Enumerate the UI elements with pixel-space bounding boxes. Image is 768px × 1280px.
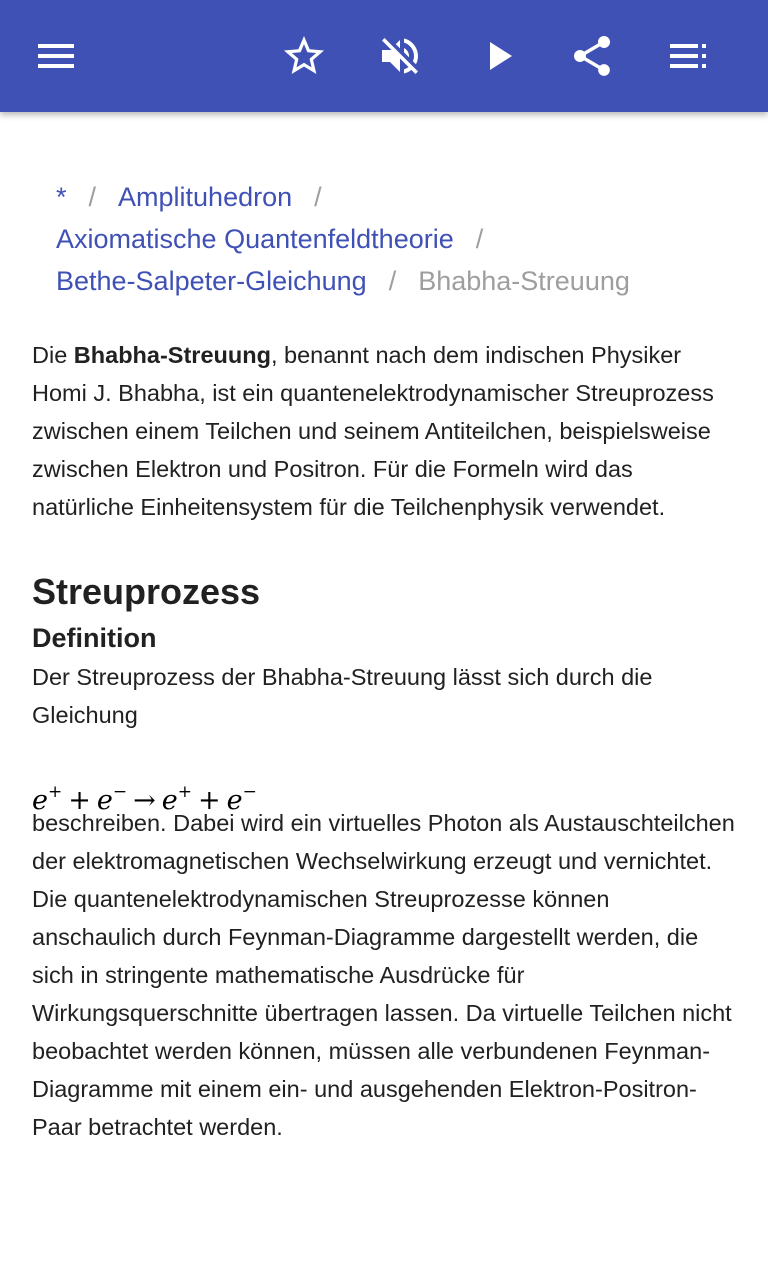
breadcrumb-link-amplituhedron[interactable]: Amplituhedron [118,182,293,212]
playlist-button[interactable] [656,24,720,88]
formula-charge: + [47,782,63,802]
formula-operator: + [68,785,91,816]
bookmark-button[interactable] [272,24,336,88]
formula-operator: + [197,785,221,816]
article-content [32,112,736,1146]
breadcrumb-separator: / [475,224,484,254]
intro-paragraph [32,336,736,526]
breadcrumb-separator: / [314,182,322,212]
share-button[interactable] [560,24,624,88]
volume-off-icon [376,32,424,80]
subsection-heading: Definition [32,623,157,653]
definition-paragraph: Der Streuprozess der Bhabha-Streuung lässt sich durch die Gleichung [32,664,653,728]
formula-charge: − [112,782,128,802]
breadcrumb-link-bethe-salpeter-gleichung[interactable]: Bethe-Salpeter-Gleichung [56,266,367,296]
play-button[interactable] [466,24,530,88]
app-bar [0,0,768,112]
breadcrumb-link-axiomatische-quantenfeldtheorie[interactable]: Axiomatische Quantenfeldtheorie [56,224,454,254]
explanation-paragraph: beschreiben. Dabei wird ein virtuelles Photon als Austauschteilchen der elektromagnetischen Wechselwirkung erzeugt und vernichtet. Die quantenelektrodynamischen Streuprozesse können anschaulich durch Feynman-Diagramme dargestellt werden, die sich in stringente mathematische Ausdrücke für Wirkungsquerschnitte übertragen lassen. Da virtuelle Teilchen nicht beobachtet werden können, müssen alle verbundenen Feynman-Diagramme mit einem ein- und ausgehenden Elektron-Positron-Paar betrachtet werden. [32,810,735,1140]
section-heading: Streuprozess [32,571,261,612]
intro-term: Bhabha-Streuung [73,342,271,368]
formula-term: e [161,785,178,816]
formula-term: e [226,785,243,816]
intro-prefix: Die [32,342,74,368]
formula-arrow: → [133,785,156,816]
play-icon [474,32,522,80]
mute-button[interactable] [368,24,432,88]
share-icon [568,32,616,80]
breadcrumb-current: Bhabha-Streuung [418,266,630,296]
formula-charge: − [242,782,257,802]
breadcrumb-link-home[interactable]: * [56,182,67,212]
breadcrumb-separator: / [388,266,397,296]
breadcrumb-separator: / [88,182,97,212]
playlist-icon [664,32,712,80]
formula-term: e [32,785,48,816]
hamburger-menu-icon [32,32,80,80]
formula-term: e [96,785,113,816]
breadcrumb [32,176,736,302]
intro-text: , benannt nach dem indischen Physiker Homi J. Bhabha, ist ein quantenelektrodynamischer Streuprozess zwischen einem Teilchen und seinem Antiteilchen, beispielsweise zwischen Elektron und Positron. Für die Formeln wird das natürliche Einheitensystem für die Teilchenphysik verwendet. [32,342,714,520]
star-outline-icon [280,32,328,80]
menu-button[interactable] [24,24,88,88]
formula-charge: + [177,782,192,802]
